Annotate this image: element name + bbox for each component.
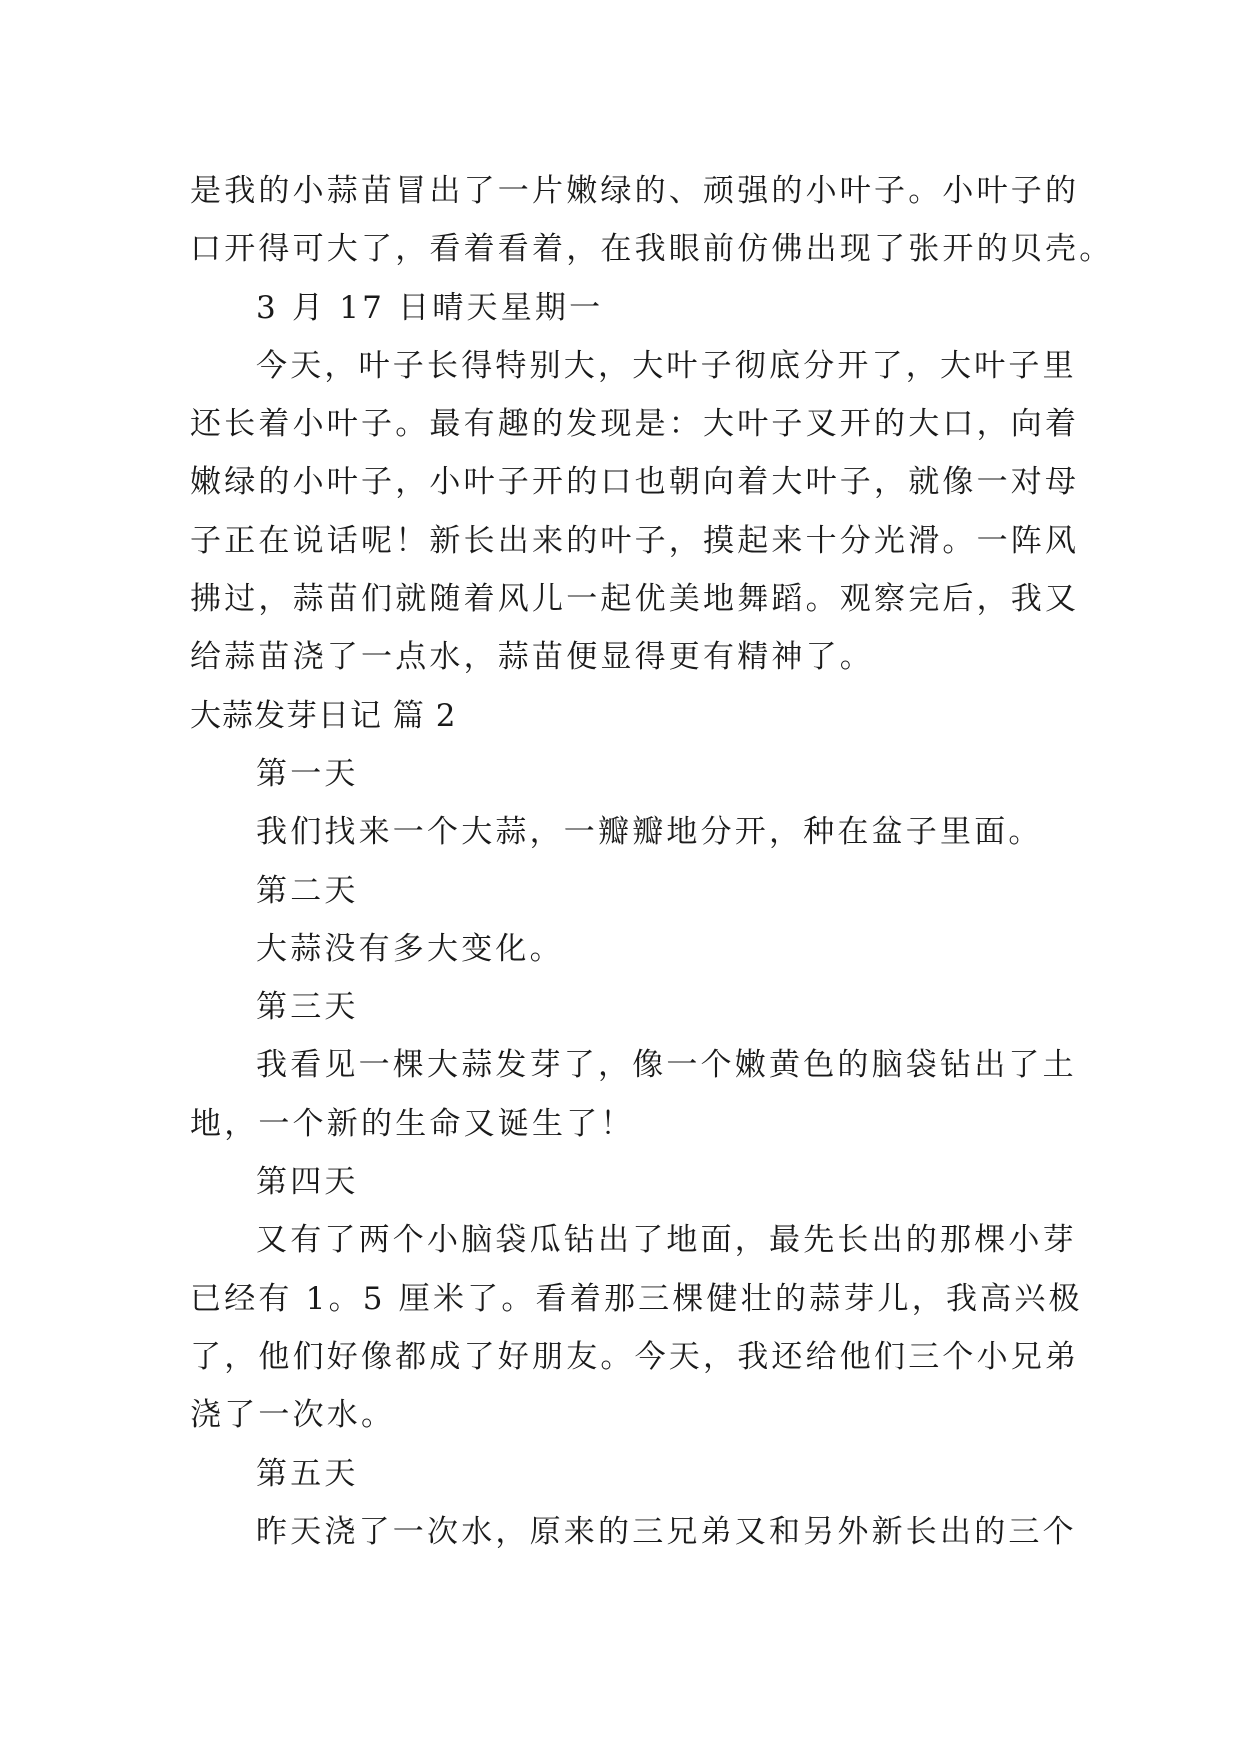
day-heading: 第四天 (256, 1164, 359, 1201)
document-page (190, 162, 1114, 1561)
diary-date: 3 月 17 日晴天星期一 (256, 289, 604, 326)
text-line: 我们找来一个大蒜，一瓣瓣地分开，种在盆子里面。 (256, 814, 1043, 851)
text-line: 子正在说话呢！新长出来的叶子，摸起来十分光滑。一阵风 (190, 522, 1080, 559)
text-line: 浇了一次水。 (190, 1397, 396, 1434)
text-line: 大蒜没有多大变化。 (256, 930, 564, 967)
text-line: 今天，叶子长得特别大，大叶子彻底分开了，大叶子里 (256, 347, 1077, 384)
text-line: 还长着小叶子。最有趣的发现是：大叶子叉开的大口，向着 (190, 406, 1080, 443)
day-heading: 第五天 (256, 1455, 359, 1492)
text-line: 了，他们好像都成了好朋友。今天，我还给他们三个小兄弟 (190, 1338, 1080, 1375)
text-line: 已经有 1。5 厘米了。看着那三棵健壮的蒜芽儿，我高兴极 (190, 1280, 1083, 1317)
day-heading: 第一天 (256, 755, 359, 792)
text-line: 昨天浇了一次水，原来的三兄弟又和另外新长出的三个 (256, 1513, 1077, 1550)
day-heading: 第三天 (256, 989, 359, 1026)
day-heading: 第二天 (256, 872, 359, 909)
text-line: 给蒜苗浇了一点水，蒜苗便显得更有精神了。 (190, 639, 874, 676)
section-heading: 大蒜发芽日记 篇 2 (190, 697, 457, 734)
text-line: 又有了两个小脑袋瓜钻出了地面，最先长出的那棵小芽 (256, 1222, 1077, 1259)
text-line: 拂过，蒜苗们就随着风儿一起优美地舞蹈。观察完后，我又 (190, 581, 1080, 618)
text-line: 地，一个新的生命又诞生了！ (190, 1105, 635, 1142)
text-line: 是我的小蒜苗冒出了一片嫩绿的、顽强的小叶子。小叶子的 (190, 173, 1080, 209)
text-line: 嫩绿的小叶子，小叶子开的口也朝向着大叶子，就像一对母 (190, 464, 1080, 501)
text-line: 口开得可大了，看着看着，在我眼前仿佛出现了张开的贝壳。 (190, 231, 1114, 268)
text-line: 我看见一棵大蒜发芽了，像一个嫩黄色的脑袋钻出了土 (256, 1047, 1077, 1084)
